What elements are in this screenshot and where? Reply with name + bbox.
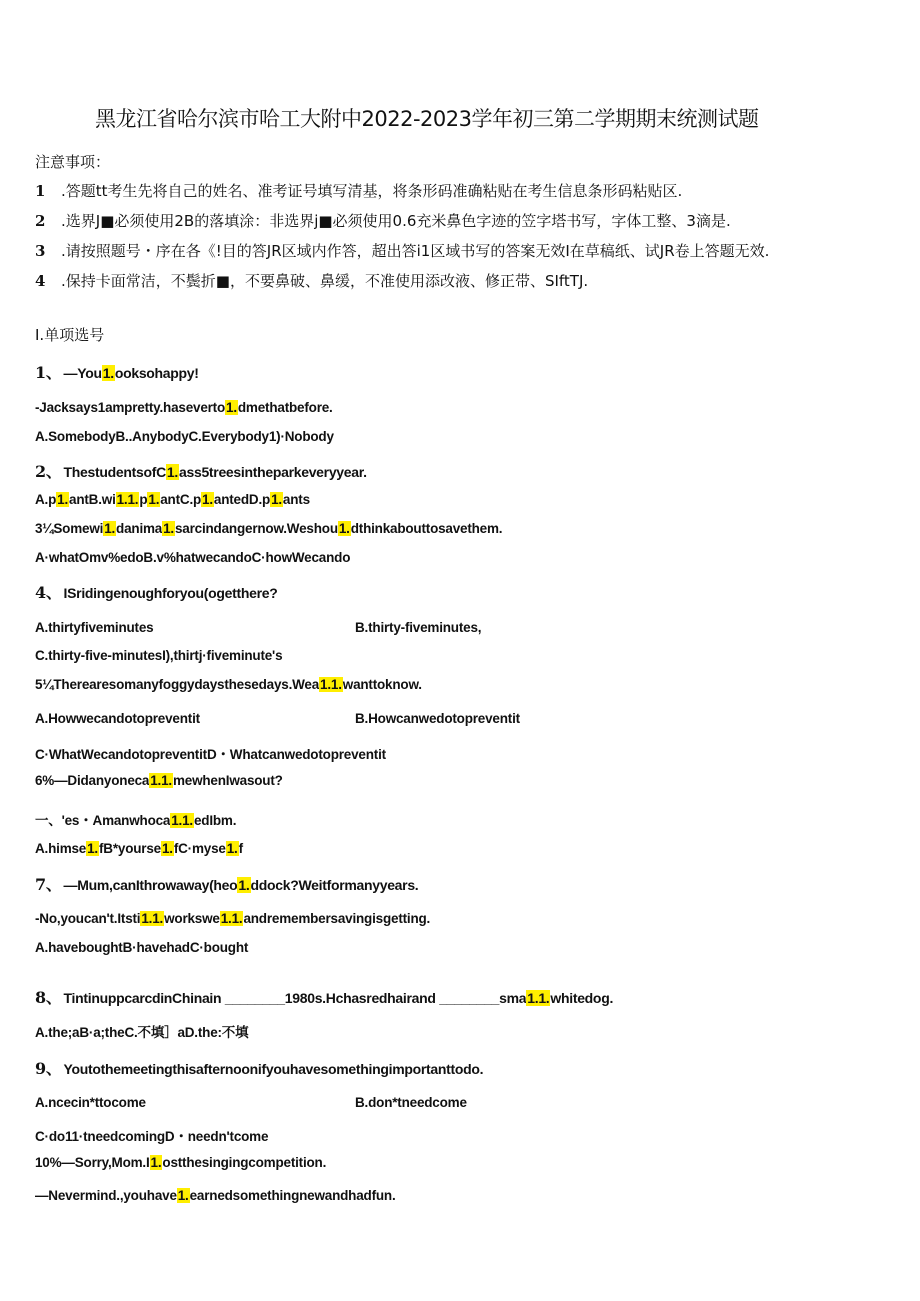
question-5 [35, 677, 422, 692]
question-4 [35, 580, 277, 603]
notice-text: .请按照题号・序在各《!目的答JR区域内作答，超出答i1区域书写的答案无效I在草稿纸、试JR卷上答题无效. [61, 242, 770, 260]
highlight: 1. [177, 1188, 189, 1203]
question-text: —You [63, 365, 102, 381]
question-1-options: A.SomebodyB..AnybodyC.Everybody1)·Nobody [35, 429, 334, 444]
question-number: 8、 [35, 988, 62, 1007]
highlight: 1. [148, 492, 160, 507]
notice-number: 4 [35, 272, 46, 290]
question-9 [35, 1056, 483, 1079]
question-text: 3¼Somewi [35, 521, 104, 536]
text: workswe [164, 911, 220, 926]
notice-text: .保持卡面常洁，不鬓折■，不要鼻破、鼻缓，不准使用添改液、修正带、SIftTJ. [61, 272, 589, 290]
notice-text: .答题tt考生先将自己的姓名、准考证号填写清基，将条形码准确粘贴在考生信息条形码粘贴区. [61, 182, 683, 200]
notice-text: .选界J■必须使用2B的落填涂：非选界j■必须使用0.6充米鼻色字迹的笠字塔书写，字体工整、3滴是. [61, 212, 731, 230]
highlight: 1. [150, 1155, 162, 1170]
question-10 [35, 1155, 326, 1170]
highlight: 1.1. [141, 911, 164, 926]
text: 一、'es・Amanwhoca [35, 813, 171, 828]
question-6-options [35, 841, 243, 856]
text: antB.wi [69, 492, 116, 507]
question-2-options [35, 492, 310, 507]
question-text: ooksohappy! [114, 365, 199, 381]
text: A.himse [35, 841, 87, 856]
page-title: 黑龙江省哈尔滨市哈工大附中2022-2023学年初三第二学期期末统测试题 [95, 107, 759, 131]
text: f [238, 841, 243, 856]
highlight: 1. [226, 841, 238, 856]
section-heading: I.单项选号 [35, 326, 105, 344]
highlight: 1. [87, 841, 98, 856]
question-text: ostthesingingcompetition. [162, 1155, 327, 1170]
highlight: 1.1. [220, 911, 243, 926]
question-text: ass5treesintheparkeveryyear. [178, 464, 367, 480]
question-text: mewhenIwasout? [172, 773, 283, 788]
question-text: —Mum,canIthrowaway(heo [63, 877, 238, 893]
highlight: 1. [338, 521, 350, 536]
highlight: 1. [202, 492, 213, 507]
question-number: 7、 [35, 875, 62, 894]
text: —Nevermind.,youhave [35, 1188, 177, 1203]
question-7-options: A.haveboughtB·havehadC·bought [35, 940, 249, 955]
highlight: 1.1. [320, 677, 342, 692]
highlight: 1.1. [171, 813, 193, 828]
question-2 [35, 459, 367, 482]
question-6-line-2 [35, 809, 236, 829]
question-3-options: A·whatOmv%edoB.v%hatwecandoC·howWecando [35, 550, 351, 565]
question-5-option-a: A.Howwecandotopreventit [35, 711, 200, 726]
highlight: 1. [238, 877, 250, 893]
notice-number: 1 [35, 182, 46, 200]
question-4-option-a: A.thirtyfiveminutes [35, 620, 154, 635]
question-5-options-cd: C·WhatWecandotopreventitD・Whatcanwedotopreventit [35, 747, 386, 762]
question-10-line-2 [35, 1188, 396, 1203]
highlight: 1. [102, 365, 114, 381]
question-text: wanttoknow. [342, 677, 422, 692]
question-text: ThestudentsofC [63, 464, 166, 480]
text: andremembersavingisgetting. [243, 911, 431, 926]
question-number: 9、 [35, 1059, 62, 1078]
question-text: ddock?Weitformanyyears. [250, 877, 419, 893]
highlight: 1. [104, 521, 116, 536]
text: p [139, 492, 148, 507]
notice-number: 2 [35, 212, 46, 230]
question-text: 10%—Sorry,Mom.I [35, 1155, 150, 1170]
text: antC.p [160, 492, 202, 507]
question-text: whitedog. [550, 990, 614, 1006]
highlight: 1. [163, 521, 174, 536]
question-4-options-cd: C.thirty-five-minutesI),thirtj·fiveminute's [35, 648, 283, 663]
text: dmethatbefore. [237, 400, 333, 415]
text: -Jacksays1ampretty.haseverto [35, 400, 226, 415]
text: ants [282, 492, 310, 507]
question-text: ISridingenoughforyou(ogetthere? [63, 585, 278, 601]
notice-heading: 注意事项： [35, 153, 111, 171]
question-1-line-2 [35, 400, 333, 415]
question-text: TintinuppcarcdinChinain ________1980s.Hchasredhairand ________sma [63, 990, 527, 1006]
highlight: 1. [271, 492, 282, 507]
question-text: sarcindangernow.Weshou [174, 521, 338, 536]
question-9-option-b: B.don*tneedcome [355, 1095, 467, 1110]
question-8-options: A.the;aB·a;theC.不填］aD.the:不填 [35, 1025, 249, 1040]
highlight: 1.1. [150, 773, 172, 788]
question-4-option-b: B.thirty-fiveminutes, [355, 620, 482, 635]
question-1 [35, 360, 199, 383]
question-5-option-b: B.Howcanwedotopreventit [355, 711, 520, 726]
question-number: 2、 [35, 462, 62, 481]
question-9-options-cd: C·do11·tneedcomingD・needn'tcome [35, 1129, 269, 1144]
highlight: 1. [57, 492, 69, 507]
highlight: 1. [161, 841, 173, 856]
question-6 [35, 773, 283, 788]
highlight: 1.1. [116, 492, 139, 507]
text: -No,youcan't.Itsti [35, 911, 141, 926]
notice-item [35, 210, 731, 231]
text: fB*yourse [98, 841, 161, 856]
text: fC·myse [173, 841, 226, 856]
notice-item [35, 180, 682, 201]
highlight: 1. [226, 400, 237, 415]
notice-item [35, 240, 769, 261]
question-9-option-a: A.ncecin*ttocome [35, 1095, 146, 1110]
question-text: 6%—Didanyoneca [35, 773, 150, 788]
text: A.p [35, 492, 57, 507]
question-7 [35, 872, 418, 895]
notice-number: 3 [35, 242, 46, 260]
notice-item [35, 270, 588, 291]
highlight: 1. [166, 464, 178, 480]
question-number: 4、 [35, 583, 62, 602]
question-8 [35, 985, 613, 1008]
question-text: 5¼Therearesomanyfoggydaysthesedays.Wea [35, 677, 320, 692]
highlight: 1.1. [527, 990, 550, 1006]
question-text: Youtothemeetingthisafternoonifyouhavesomethingimportanttodo. [63, 1061, 484, 1077]
question-3 [35, 521, 502, 536]
text: earnedsomethingnewandhadfun. [189, 1188, 396, 1203]
question-number: 1、 [35, 363, 62, 382]
text: antedD.p [213, 492, 271, 507]
question-text: dthinkabouttosavethem. [350, 521, 503, 536]
question-7-line-2 [35, 911, 430, 926]
text: edIbm. [193, 813, 237, 828]
question-text: danima [116, 521, 163, 536]
